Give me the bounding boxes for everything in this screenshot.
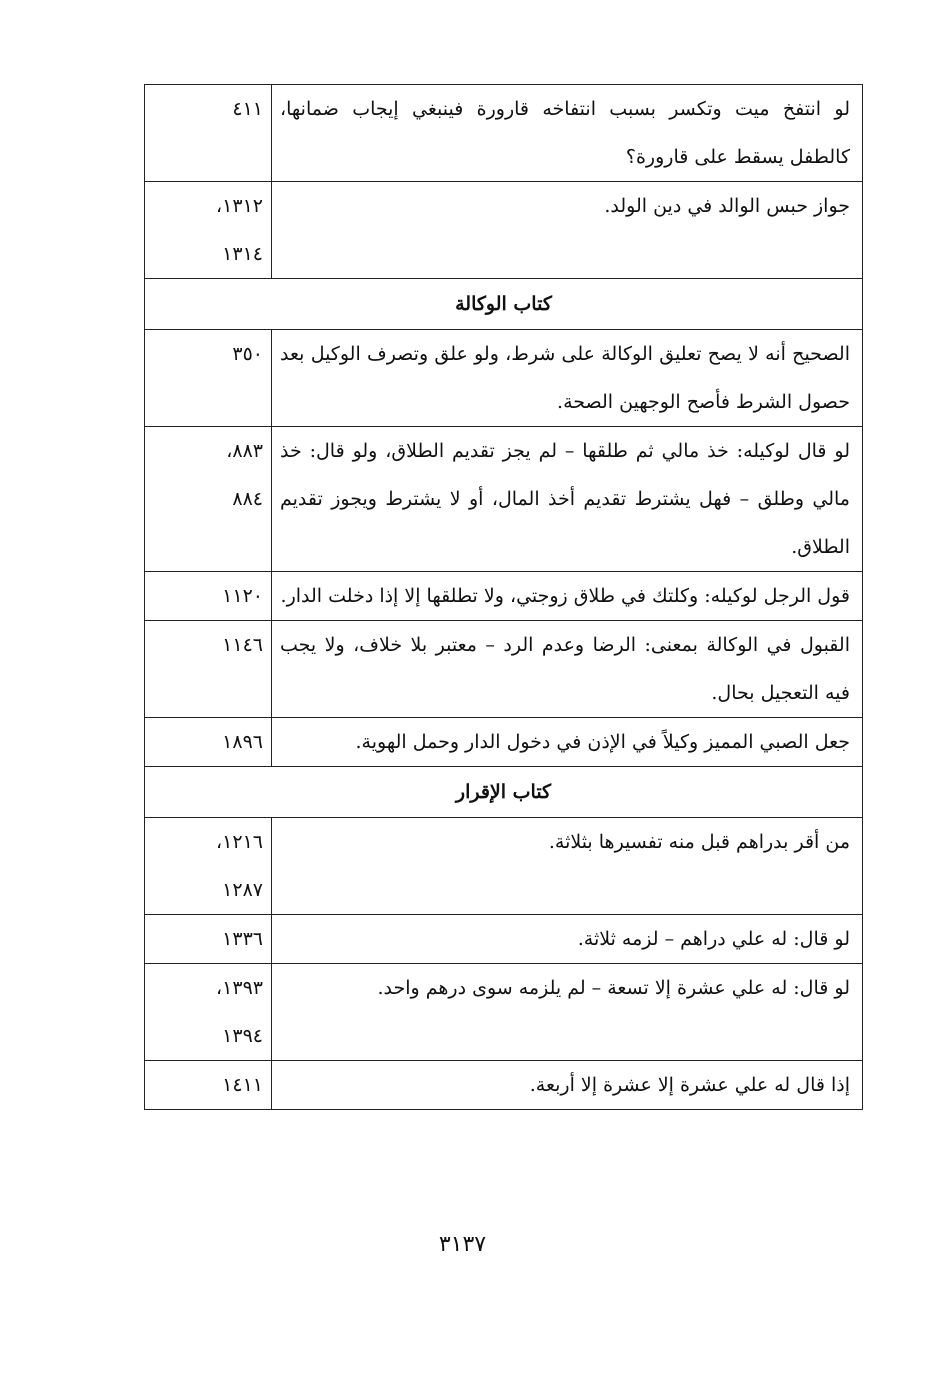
table-row	[145, 85, 863, 182]
table-row	[145, 572, 863, 621]
table-row	[145, 427, 863, 572]
entry-text: جواز حبس الوالد في دين الولد.	[272, 182, 863, 279]
section-row	[145, 279, 863, 330]
table-row	[145, 818, 863, 915]
table-row	[145, 621, 863, 718]
entry-text: لو قال لوكيله: خذ مالي ثم طلقها – لم يجز تقديم الطلاق، ولو قال: خذ مالي وطلق – فهل يشترط تقديم أخذ المال، أو لا يشترط ويجوز تقديم الطلاق.	[272, 427, 863, 572]
entry-text: لو قال: له علي دراهم – لزمه ثلاثة.	[272, 915, 863, 964]
page-refs: ٤١١	[145, 85, 272, 182]
page-refs: ١٣٩٣، ١٣٩٤	[145, 964, 272, 1061]
page-number: ٣١٣٧	[438, 1232, 487, 1257]
page-refs: ١٤١١	[145, 1061, 272, 1110]
table-row	[145, 915, 863, 964]
table-row	[145, 964, 863, 1061]
page-refs: ١٣١٢، ١٣١٤	[145, 182, 272, 279]
page-refs: ١٢١٦، ١٢٨٧	[145, 818, 272, 915]
page-refs: ٣٥٠	[145, 330, 272, 427]
page-refs: ٨٨٣، ٨٨٤	[145, 427, 272, 572]
entry-text: الصحيح أنه لا يصح تعليق الوكالة على شرط، ولو علق وتصرف الوكيل بعد حصول الشرط فأصح الوجهين الصحة.	[272, 330, 863, 427]
table-row	[145, 1061, 863, 1110]
page-refs: ١١٢٠	[145, 572, 272, 621]
entry-text: القبول في الوكالة بمعنى: الرضا وعدم الرد – معتبر بلا خلاف، ولا يجب فيه التعجيل بحال.	[272, 621, 863, 718]
entry-text: إذا قال له علي عشرة إلا عشرة إلا أربعة.	[272, 1061, 863, 1110]
table-row	[145, 330, 863, 427]
entry-text: جعل الصبي المميز وكيلاً في الإذن في دخول الدار وحمل الهوية.	[272, 718, 863, 767]
entry-text: لو انتفخ ميت وتكسر بسبب انتفاخه قارورة فينبغي إيجاب ضمانها، كالطفل يسقط على قارورة؟	[272, 85, 863, 182]
section-heading: كتاب الوكالة	[145, 279, 863, 330]
section-heading: كتاب الإقرار	[145, 767, 863, 818]
entry-text: لو قال: له علي عشرة إلا تسعة – لم يلزمه سوى درهم واحد.	[272, 964, 863, 1061]
page-refs: ١١٤٦	[145, 621, 272, 718]
page-refs: ١٨٩٦	[145, 718, 272, 767]
section-row	[145, 767, 863, 818]
table-row	[145, 718, 863, 767]
table-row	[145, 182, 863, 279]
page-refs: ١٣٣٦	[145, 915, 272, 964]
index-table	[144, 84, 863, 1110]
entry-text: من أقر بدراهم قبل منه تفسيرها بثلاثة.	[272, 818, 863, 915]
entry-text: قول الرجل لوكيله: وكلتك في طلاق زوجتي، ولا تطلقها إلا إذا دخلت الدار.	[272, 572, 863, 621]
